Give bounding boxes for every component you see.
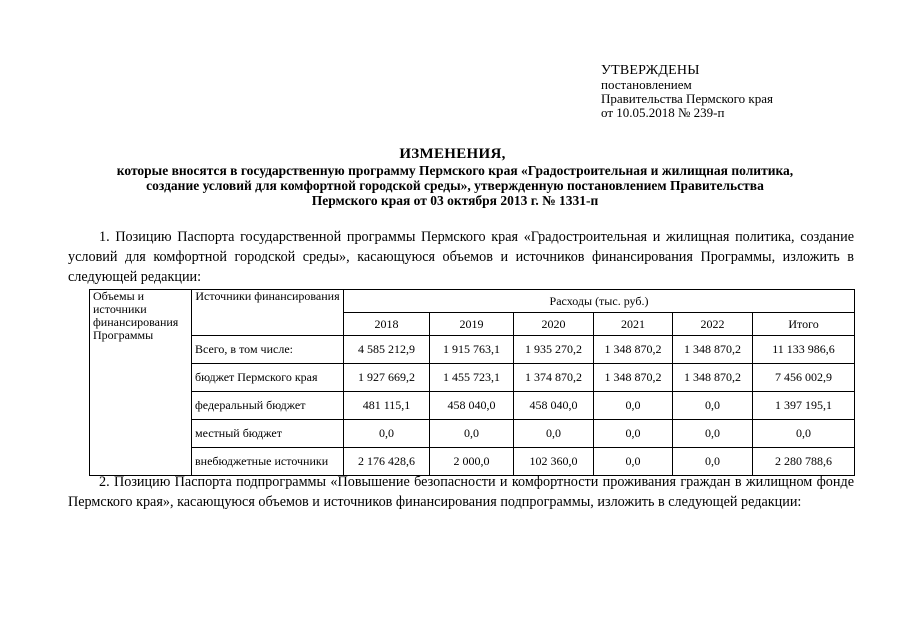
approved-line: от 10.05.2018 № 239-п: [601, 105, 725, 120]
subtitle-line: Пермского края от 03 октября 2013 г. № 1331-п: [311, 193, 599, 208]
table-row: [90, 420, 855, 448]
value-cell: 1 935 270,2: [514, 336, 594, 364]
year-header: 2019: [430, 313, 514, 336]
document-title: ИЗМЕНЕНИЯ,: [399, 146, 506, 162]
year-header: 2020: [514, 313, 594, 336]
value-cell: 0,0: [344, 420, 430, 448]
approved-line: Правительства Пермского края: [601, 91, 773, 106]
value-cell: 1 915 763,1: [430, 336, 514, 364]
value-cell: 0,0: [673, 392, 753, 420]
subtitle-line: создание условий для комфортной городской среды», утвержденную постановлением Правительства: [146, 178, 764, 193]
expenses-header: Расходы (тыс. руб.): [344, 290, 855, 313]
value-cell: 1 348 870,2: [594, 364, 673, 392]
value-cell: 1 348 870,2: [673, 336, 753, 364]
approved-heading: УТВЕРЖДЕНЫ: [601, 63, 700, 78]
paragraph-1: 1. Позицию Паспорта государственной программы Пермского края «Градостроительная и жилищная политика, создание условий для комфортной городской среды», касающуюся объемов и источников финансирования Программы, изложить в следующей редакции:: [68, 229, 854, 285]
year-header: 2018: [344, 313, 430, 336]
value-cell: 1 455 723,1: [430, 364, 514, 392]
financing-table: [89, 289, 855, 476]
table-row: [90, 336, 855, 364]
source-cell: бюджет Пермского края: [192, 364, 344, 392]
total-header: Итого: [753, 313, 855, 336]
table-row: [90, 392, 855, 420]
value-cell: 2 000,0: [430, 448, 514, 476]
total-cell: 1 397 195,1: [753, 392, 855, 420]
source-cell: Всего, в том числе:: [192, 336, 344, 364]
source-cell: федеральный бюджет: [192, 392, 344, 420]
year-header: 2022: [673, 313, 753, 336]
table-row: [90, 364, 855, 392]
value-cell: 0,0: [594, 420, 673, 448]
value-cell: 1 348 870,2: [594, 336, 673, 364]
total-cell: 2 280 788,6: [753, 448, 855, 476]
sources-header: Источники финансирования: [192, 290, 344, 336]
value-cell: 0,0: [514, 420, 594, 448]
value-cell: 1 374 870,2: [514, 364, 594, 392]
value-cell: 0,0: [594, 392, 673, 420]
value-cell: 1 927 669,2: [344, 364, 430, 392]
approval-stamp: [601, 64, 773, 120]
value-cell: 458 040,0: [430, 392, 514, 420]
value-cell: 102 360,0: [514, 448, 594, 476]
total-cell: 7 456 002,9: [753, 364, 855, 392]
value-cell: 0,0: [673, 420, 753, 448]
value-cell: 0,0: [673, 448, 753, 476]
paragraph-2: 2. Позицию Паспорта подпрограммы «Повышение безопасности и комфортности проживания граждан в жилищном фонде Пермского края», касающуюся объемов и источников финансирования подпрограммы, изложить в следующей редакции:: [68, 474, 854, 510]
value-cell: 4 585 212,9: [344, 336, 430, 364]
document-subtitle: [60, 163, 850, 208]
value-cell: 0,0: [430, 420, 514, 448]
year-header: 2021: [594, 313, 673, 336]
source-cell: местный бюджет: [192, 420, 344, 448]
source-cell: внебюджетные источники: [192, 448, 344, 476]
subtitle-line: которые вносятся в государственную программу Пермского края «Градостроительная и жилищная политика,: [116, 163, 794, 178]
value-cell: 458 040,0: [514, 392, 594, 420]
total-cell: 0,0: [753, 420, 855, 448]
approved-line: постановлением: [601, 77, 692, 92]
value-cell: 0,0: [594, 448, 673, 476]
value-cell: 481 115,1: [344, 392, 430, 420]
table-row-label: Объемы и источники финансирования Программы: [90, 290, 192, 476]
value-cell: 2 176 428,6: [344, 448, 430, 476]
value-cell: 1 348 870,2: [673, 364, 753, 392]
total-cell: 11 133 986,6: [753, 336, 855, 364]
